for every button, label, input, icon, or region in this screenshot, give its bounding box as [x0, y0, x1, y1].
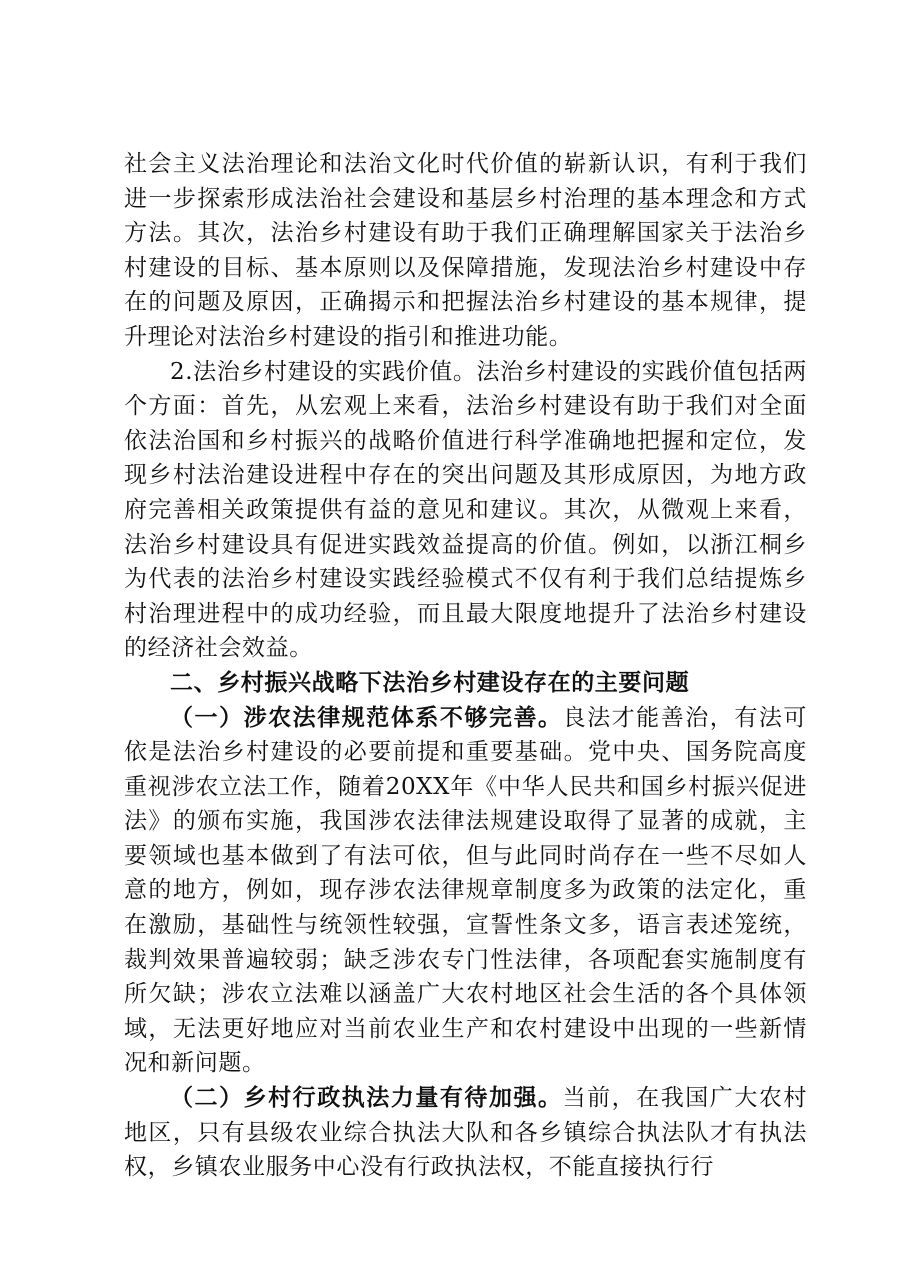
paragraph-legal-framework — [124, 701, 807, 1082]
section-heading-main-problems: 二、乡村振兴战略下法治乡村建设存在的主要问题 — [170, 669, 690, 696]
paragraph-law-enforcement-body: 当前，在我国广大农村地区，只有县级农业综合执法大队和各乡镇综合执法队才有执法权，乡镇农业服务中心没有行政执法权，不能直接执行行 — [124, 1085, 807, 1181]
paragraph-theory-value-continued: 社会主义法治理论和法治文化时代价值的崭新认识，有利于我们进一步探索形成法治社会建设和基层乡村治理的基本理念和方式方法。其次，法治乡村建设有助于我们正确理解国家关于法治乡村建设的目标、基本原则以及保障措施，发现法治乡村建设中存在的问题及原因，正确揭示和把握法治乡村建设的基本规律，提升理论对法治乡村建设的指引和推进功能。 — [124, 151, 807, 350]
subheading-legal-framework: （一）涉农法律规范体系不够完善。 — [170, 704, 563, 731]
paragraph-practice-value: 2.法治乡村建设的实践价值。法治乡村建设的实践价值包括两个方面：首先，从宏观上来看，法治乡村建设有助于我们对全面依法治国和乡村振兴的战略价值进行科学准确地把握和定位，发现乡村法治建设进程中存在的突出问题及其形成原因，为地方政府完善相关政策提供有益的意见和建议。其次，从微观上来看，法治乡村建设具有促进实践效益提高的价值。例如，以浙江桐乡为代表的法治乡村建设实践经验模式不仅有利于我们总结提炼乡村治理进程中的成功经验，而且最大限度地提升了法治乡村建设的经济社会效益。 — [124, 358, 807, 662]
paragraph-legal-framework-body: 良法才能善治，有法可依是法治乡村建设的必要前提和重要基础。党中央、国务院高度重视涉农立法工作，随着20XX年《中华人民共和国乡村振兴促进法》的颁布实施，我国涉农法律法规建设取得了显著的成就，主要领域也基本做到了有法可依，但与此同时尚存在一些不尽如人意的地方，例如，现存涉农法律规章制度多为政策的法定化，重在激励，基础性与统领性较强，宣誓性条文多，语言表述笼统，裁判效果普遍较弱；缺乏涉农专门性法律，各项配套实施制度有所欠缺；涉农立法难以涵盖广大农村地区社会生活的各个具体领域，无法更好地应对当前农业生产和农村建设中出现的一些新情况和新问题。 — [124, 704, 807, 1077]
document-body — [124, 147, 807, 1185]
paragraph-law-enforcement — [124, 1081, 807, 1185]
subheading-law-enforcement: （二）乡村行政执法力量有待加强。 — [170, 1085, 563, 1112]
